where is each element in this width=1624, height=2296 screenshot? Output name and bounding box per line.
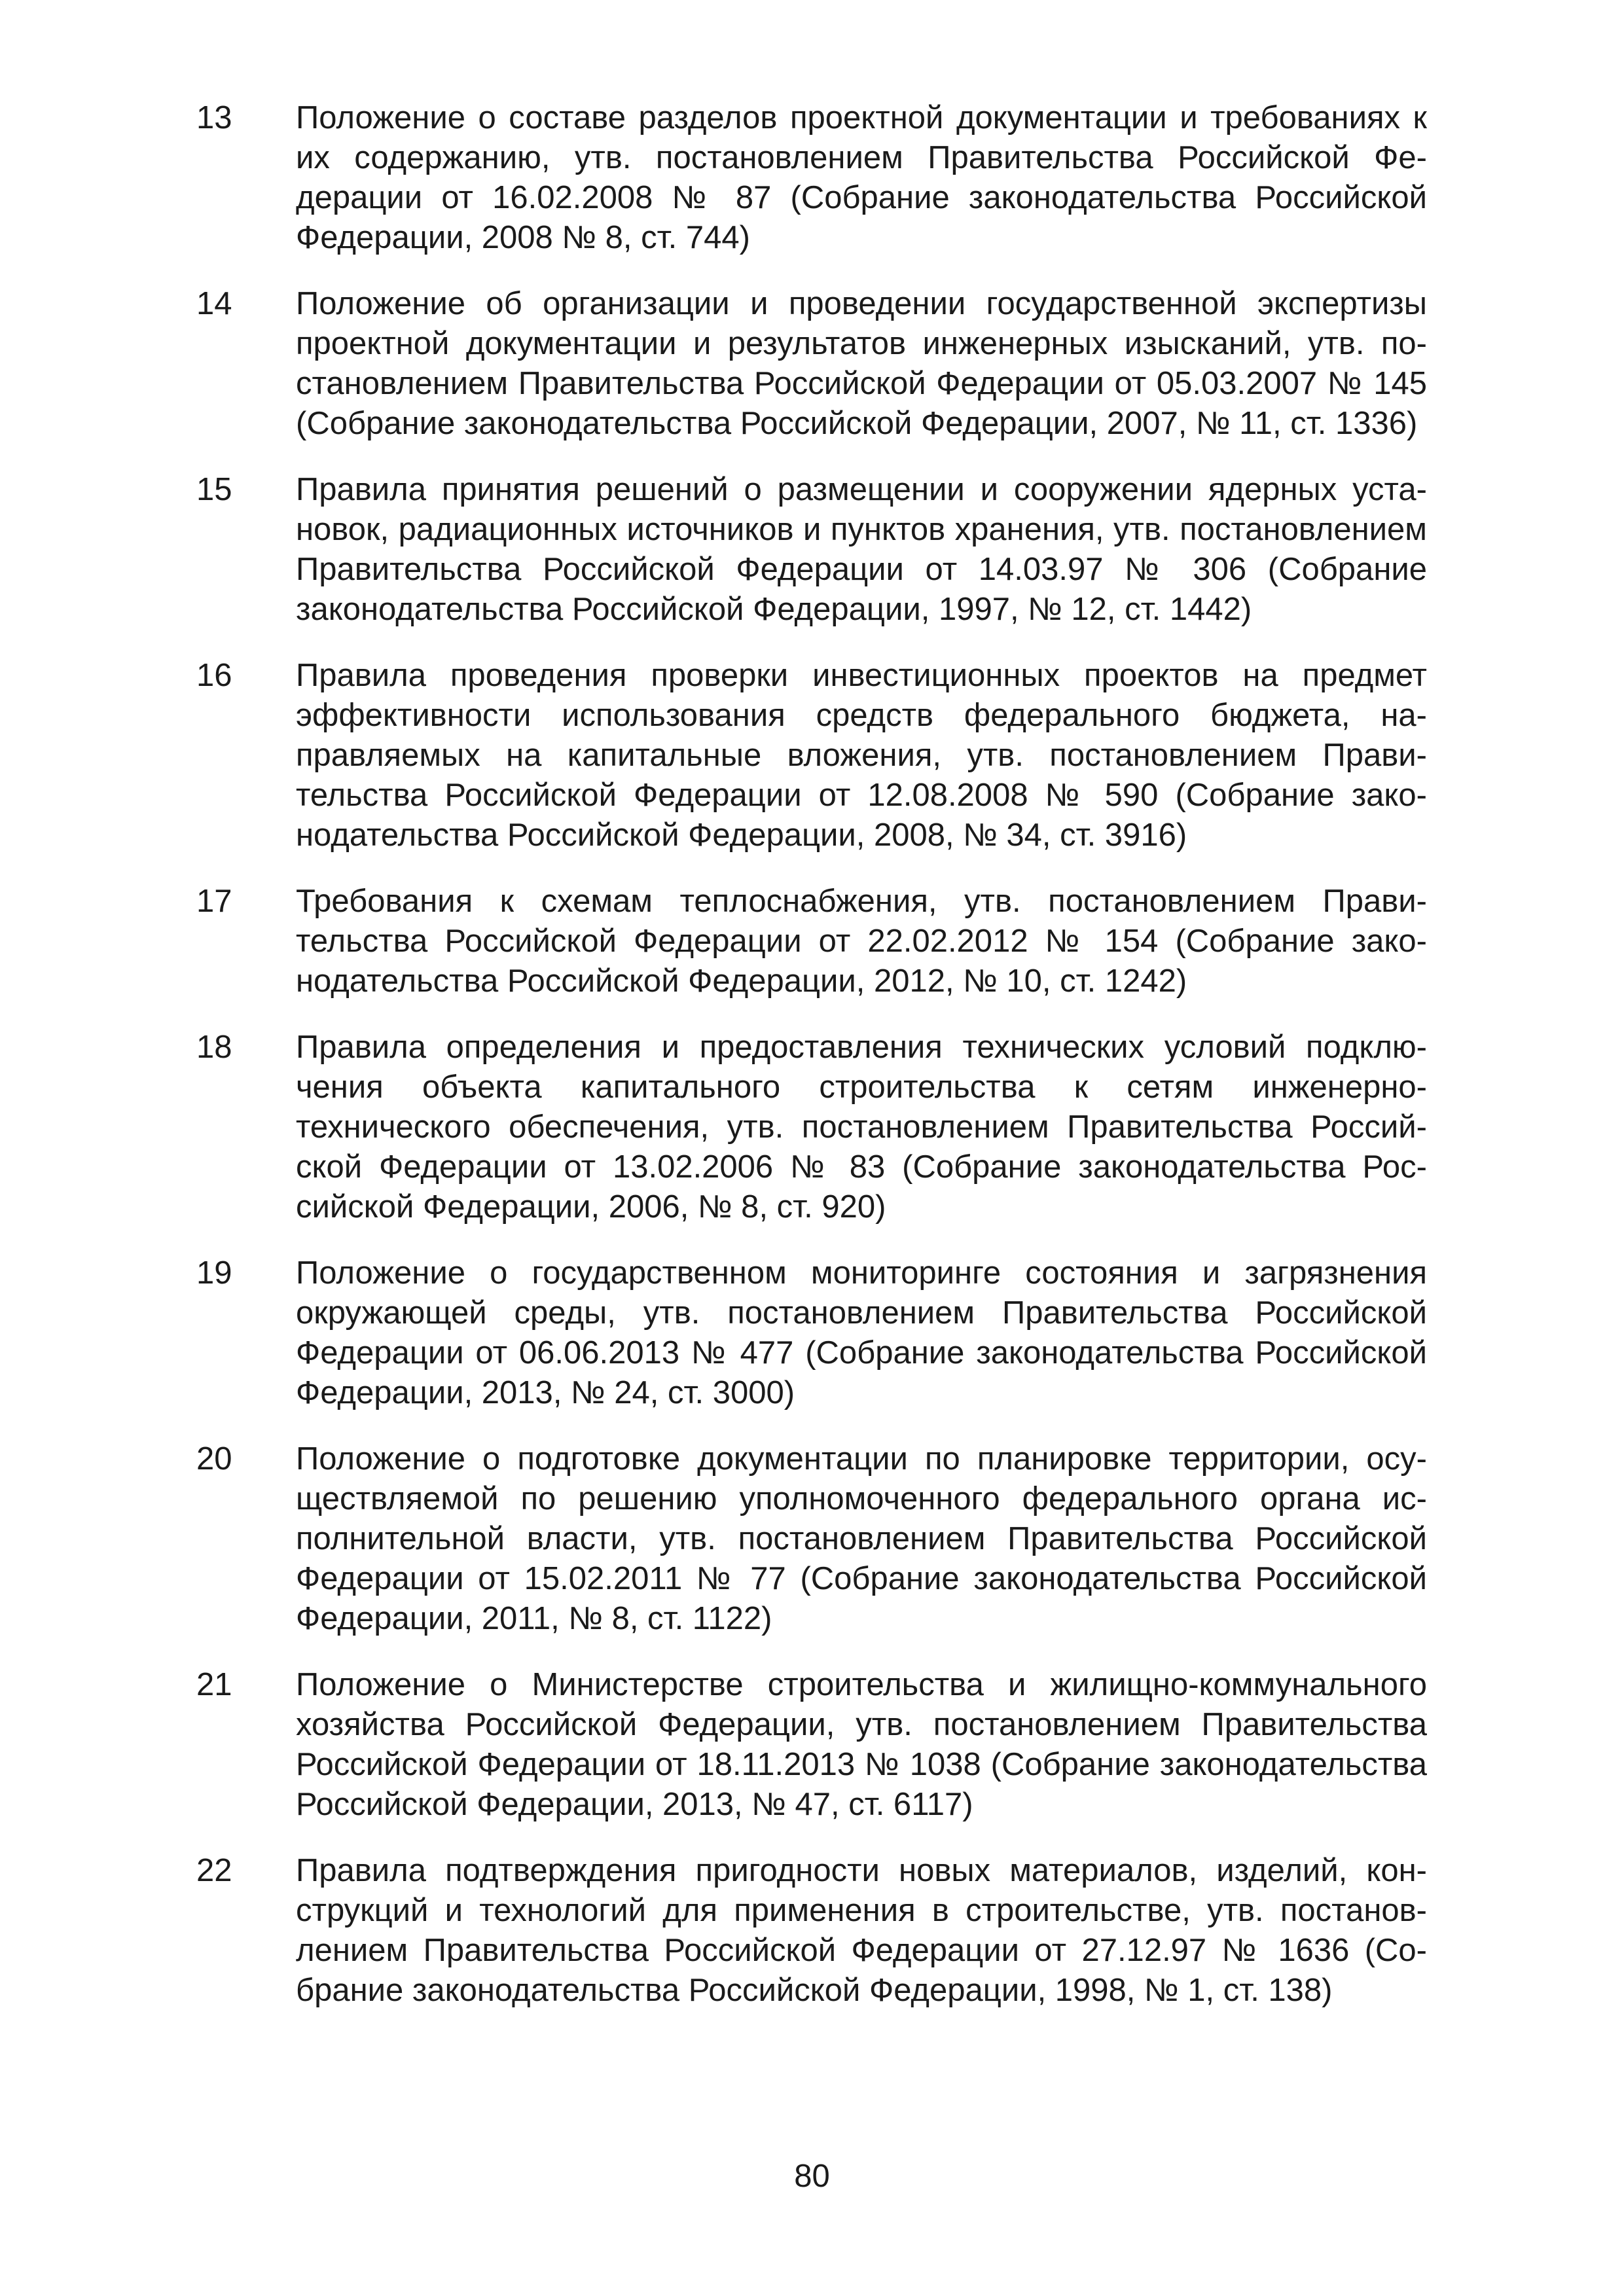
- item-number: 21: [196, 1667, 232, 1702]
- item-number: 22: [196, 1853, 232, 1888]
- reference-list: [196, 98, 1427, 2037]
- list-item: [196, 1253, 1427, 1413]
- item-number: 20: [196, 1441, 232, 1477]
- item-text: Положение об организации и проведении государственной экспертизы проектной документации и результатов инженерных изысканий, утв. постановлением Правительства Российской Федерации от 05.03.2007 № 145 (Собрание законодательства Российской Федерации, 2007, № 11, ст. 1336): [296, 286, 1427, 441]
- item-number: 18: [196, 1030, 232, 1065]
- item-text: Положение о Министерстве строительства и жилищно-коммунального хозяйства Российской Федерации, утв. постановлением Правительства Российской Федерации от 18.11.2013 № 1038 (Собрание законодательства Российской Федерации, 2013, № 47, ст. 6117): [296, 1667, 1427, 1822]
- item-number: 13: [196, 100, 232, 135]
- list-item: [196, 656, 1427, 855]
- item-number: 15: [196, 472, 232, 507]
- item-text: Положение о подготовке документации по планировке территории, осуществляемой по решению уполномоченного федерального органа исполнительной власти, утв. постановлением Правительства Российской Федерации от 15.02.2011 № 77 (Собрание законодательства Российской Федерации, 2011, № 8, ст. 1122): [296, 1441, 1427, 1636]
- list-item: [196, 1439, 1427, 1639]
- item-text: Правила принятия решений о размещении и сооружении ядерных установок, радиационных источников и пунктов хранения, утв. постановлением Правительства Российской Федерации от 14.03.97 № 306 (Собрание законодательства Российской Федерации, 1997, № 12, ст. 1442): [296, 472, 1427, 627]
- item-text: Положение о составе разделов проектной документации и требованиях к их содержанию, утв. постановлением Правительства Российской Федерации от 16.02.2008 № 87 (Собрание законодательства Российской Федерации, 2008 № 8, ст. 744): [296, 100, 1427, 255]
- item-text: Правила подтверждения пригодности новых материалов, изделий, конструкций и технологий для применения в строительстве, утв. постановлением Правительства Российской Федерации от 27.12.97 № 1636 (Собрание законодательства Российской Федерации, 1998, № 1, ст. 138): [296, 1853, 1427, 2008]
- list-item: [196, 470, 1427, 630]
- page-number: 80: [794, 2159, 830, 2194]
- list-item: [196, 98, 1427, 258]
- item-number: 19: [196, 1255, 232, 1291]
- item-text: Требования к схемам теплоснабжения, утв. постановлением Правительства Российской Федерации от 22.02.2012 № 154 (Собрание законодательства Российской Федерации, 2012, № 10, ст. 1242): [296, 884, 1427, 999]
- item-number: 16: [196, 658, 232, 693]
- list-item: [196, 882, 1427, 1001]
- item-number: 14: [196, 286, 232, 321]
- item-text: Положение о государственном мониторинге состояния и загрязнения окружающей среды, утв. постановлением Правительства Российской Федерации от 06.06.2013 № 477 (Собрание законодательства Российской Федерации, 2013, № 24, ст. 3000): [296, 1255, 1427, 1410]
- item-text: Правила проведения проверки инвестиционных проектов на предмет эффективности использования средств федерального бюджета, направляемых на капитальные вложения, утв. постановлением Правительства Российской Федерации от 12.08.2008 № 590 (Собрание законодательства Российской Федерации, 2008, № 34, ст. 3916): [296, 658, 1427, 853]
- list-item: [196, 1028, 1427, 1227]
- item-text: Правила определения и предоставления технических условий подключения объекта капитального строительства к сетям инженерно-технического обеспечения, утв. постановлением Правительства Российской Федерации от 13.02.2006 № 83 (Собрание законодательства Российской Федерации, 2006, № 8, ст. 920): [296, 1030, 1427, 1225]
- list-item: [196, 284, 1427, 444]
- list-item: [196, 1851, 1427, 2011]
- item-number: 17: [196, 884, 232, 919]
- list-item: [196, 1665, 1427, 1825]
